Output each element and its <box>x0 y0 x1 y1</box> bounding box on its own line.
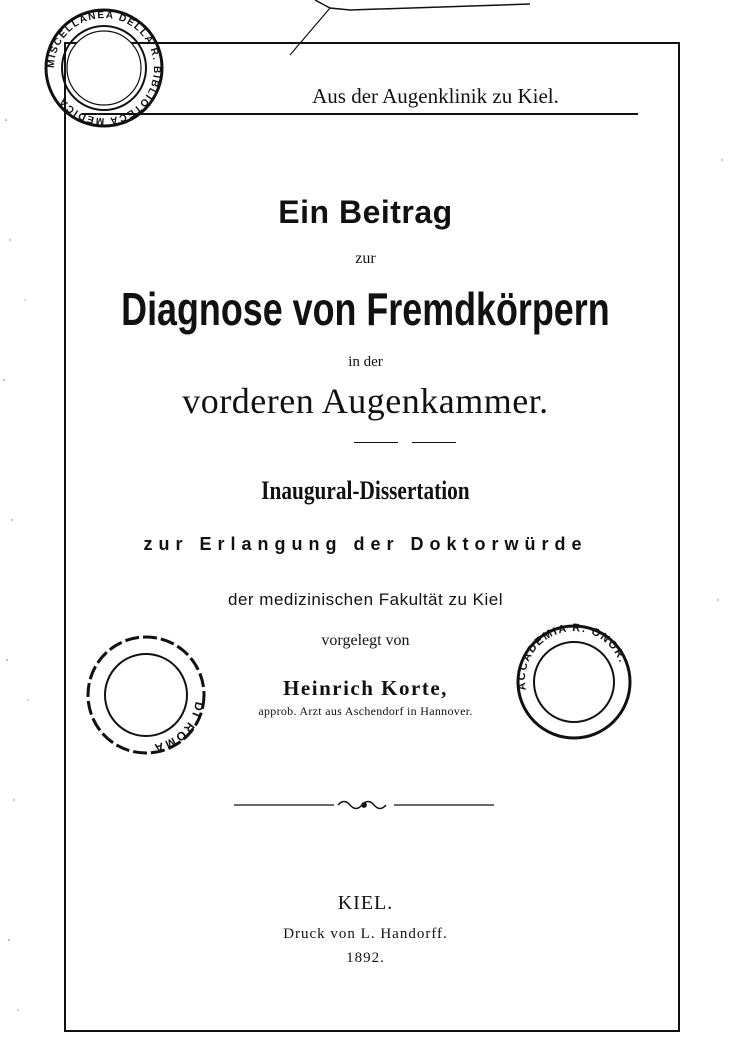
title-connector-zur: zur <box>355 250 376 267</box>
publication-year: 1892. <box>346 950 385 966</box>
library-stamp-top-left <box>36 6 172 134</box>
presented-by: vorgelegt von <box>321 632 410 649</box>
ornament-divider <box>234 798 494 812</box>
clinic-header: Aus der Augenklinik zu Kiel. <box>312 84 559 108</box>
title-line-1: Ein Beitrag <box>278 194 453 230</box>
printer-line: Druck von L. Handorff. <box>283 926 448 942</box>
svg-text:MISCELLANEA DELLA R. BIBLIOTEC: MISCELLANEA DELLA R. BIBLIOTECA MEDICA <box>45 9 163 127</box>
faculty-line: der medizinischen Fakultät zu Kiel <box>228 590 503 609</box>
publication-city: KIEL. <box>337 892 394 914</box>
dissertation-label: Inaugural-Dissertation <box>261 476 470 505</box>
title-line-3: vorderen Augenkammer. <box>182 381 549 421</box>
title-line-2: Diagnose von Fremdkörpern <box>121 283 610 335</box>
degree-purpose: zur Erlangung der Doktorwürde <box>143 534 588 554</box>
separator-dash-right <box>412 442 456 443</box>
svg-text:DI ROMA: DI ROMA <box>151 700 207 756</box>
title-connector-in-der: in der <box>348 354 383 370</box>
svg-text:ACCADEMIA R. ONOR.: ACCADEMIA R. ONOR. <box>515 621 629 692</box>
academy-stamp-right <box>506 620 642 744</box>
separator-dash-left <box>354 442 398 443</box>
author-name: Heinrich Korte, <box>283 676 448 700</box>
author-detail: approb. Arzt aus Aschendorf in Hannover. <box>258 704 473 718</box>
library-stamp-left <box>78 630 214 760</box>
